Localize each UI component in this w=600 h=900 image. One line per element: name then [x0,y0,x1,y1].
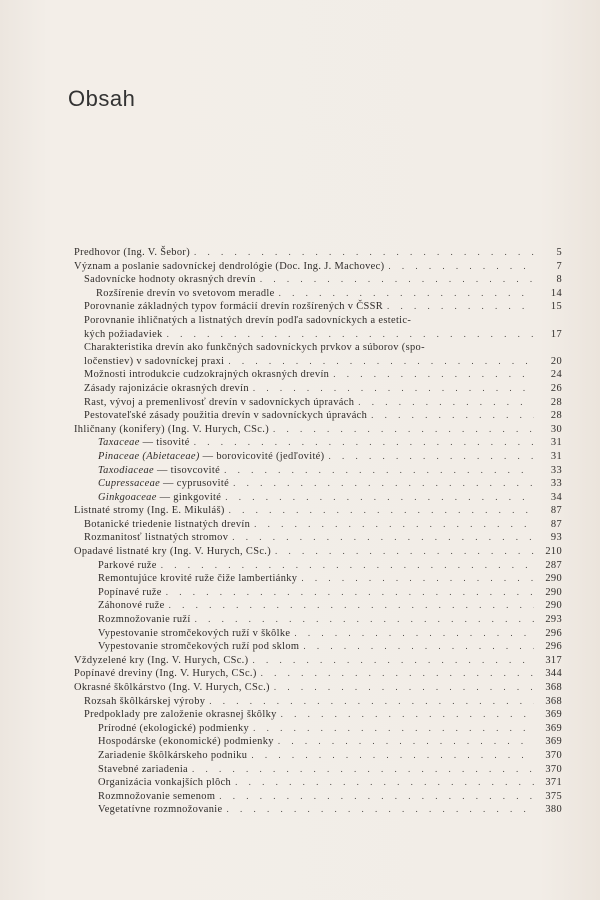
page-title: Obsah [68,86,136,111]
toc-entry: Taxaceae — tisovité . . . 31 [74,436,562,450]
toc-entry: Predhovor (Ing. V. Šebor) . . . 5 [74,246,562,260]
toc-entry: Rozsah škôlkárskej výroby . . . 368 [74,695,562,709]
toc-entry: Rozšírenie drevín vo svetovom meradle . . . 14 [74,287,562,301]
toc-entry: Taxodiaceae — tisovcovité . . . 33 [74,464,562,478]
toc-entry: Rozmanitosť listnatých stromov . . . 93 [74,531,562,545]
toc-entry: Rast, vývoj a premenlivosť drevín v sadovníckych úpravách . . . 28 [74,396,562,410]
toc-entry: Porovnanie ihličnatých a listnatých drevín podľa sadovníckych a estetic- [84,314,412,326]
toc-entry: Botanické triedenie listnatých drevín . . . 87 [74,518,562,532]
toc-entry: Význam a poslanie sadovníckej dendrológie (Doc. Ing. J. Machovec) . . . 7 [74,260,562,274]
toc-entry: Popínavé ruže . . . 290 [74,586,562,600]
toc-entry: Ginkgoaceae — ginkgovité . . . 34 [74,491,562,505]
toc-entry: Vypestovanie stromčekových ruží pod sklom . . . 296 [74,640,562,654]
toc-entry: Pinaceae (Abietaceae) — borovicovité (jedľovité) . . . 31 [74,450,562,464]
toc-entry: kých požiadaviek . . . 17 [74,328,562,342]
toc-entry: Charakteristika drevín ako funkčných sadovníckych prvkov a súborov (spo- [84,342,425,354]
toc-entry: Opadavé listnaté kry (Ing. V. Hurych, CSc.) . . . 210 [74,545,562,559]
toc-entry: Remontujúce krovité ruže čiže lambertiánky . . . 290 [74,572,562,586]
toc-entry: Popínavé dreviny (Ing. V. Hurych, CSc.) . . . 344 [74,667,562,681]
toc-entry: Predpoklady pre založenie okrasnej škôlky . . . 369 [74,708,562,722]
toc-entry: Vždyzelené kry (Ing. V. Hurych, CSc.) . . . 317 [74,654,562,668]
toc-entry: Rozmnožovanie semenom . . . 375 [74,790,562,804]
toc-entry: Vypestovanie stromčekových ruží v škôlke . . . 296 [74,627,562,641]
toc-entry: Ihličnany (konifery) (Ing. V. Hurych, CSc.) . . . 30 [74,423,562,437]
toc-entry: Záhonové ruže . . . 290 [74,599,562,613]
toc-entry: Parkové ruže . . . 287 [74,559,562,573]
toc-entry: Okrasné škôlkárstvo (Ing. V. Hurych, CSc.) . . . 368 [74,681,562,695]
toc-entry: Hospodárske (ekonomické) podmienky . . . 369 [74,735,562,749]
toc-entry: Zásady rajonizácie okrasných drevín . . . 26 [74,382,562,396]
toc-entry: Stavebné zariadenia . . . 370 [74,763,562,777]
toc-entry: Organizácia vonkajších plôch . . . 371 [74,776,562,790]
toc-entry: Vegetatívne rozmnožovanie . . . 380 [74,803,562,817]
toc-entry: Rozmnožovanie ruží . . . 293 [74,613,562,627]
toc-entry: Porovnanie základných typov formácií drevín rozšírených v ČSSR . . . 15 [74,300,562,314]
toc-entry: Pestovateľské zásady použitia drevín v sadovníckych úpravách . . . 28 [74,409,562,423]
toc-entry: Zariadenie škôlkárskeho podniku . . . 370 [74,749,562,763]
toc-entry: Prírodné (ekologické) podmienky . . . 369 [74,722,562,736]
toc-entry: Cupressaceae — cyprusovité . . . 33 [74,477,562,491]
toc-entry: Listnaté stromy (Ing. E. Mikuláš) . . . 87 [74,504,562,518]
table-of-contents [74,246,562,817]
toc-entry: Sadovnícke hodnoty okrasných drevín . . . 8 [74,273,562,287]
toc-entry: Možnosti introdukcie cudzokrajných okrasných drevín . . . 24 [74,368,562,382]
toc-entry: ločenstiev) v sadovníckej praxi . . . 20 [74,355,562,369]
